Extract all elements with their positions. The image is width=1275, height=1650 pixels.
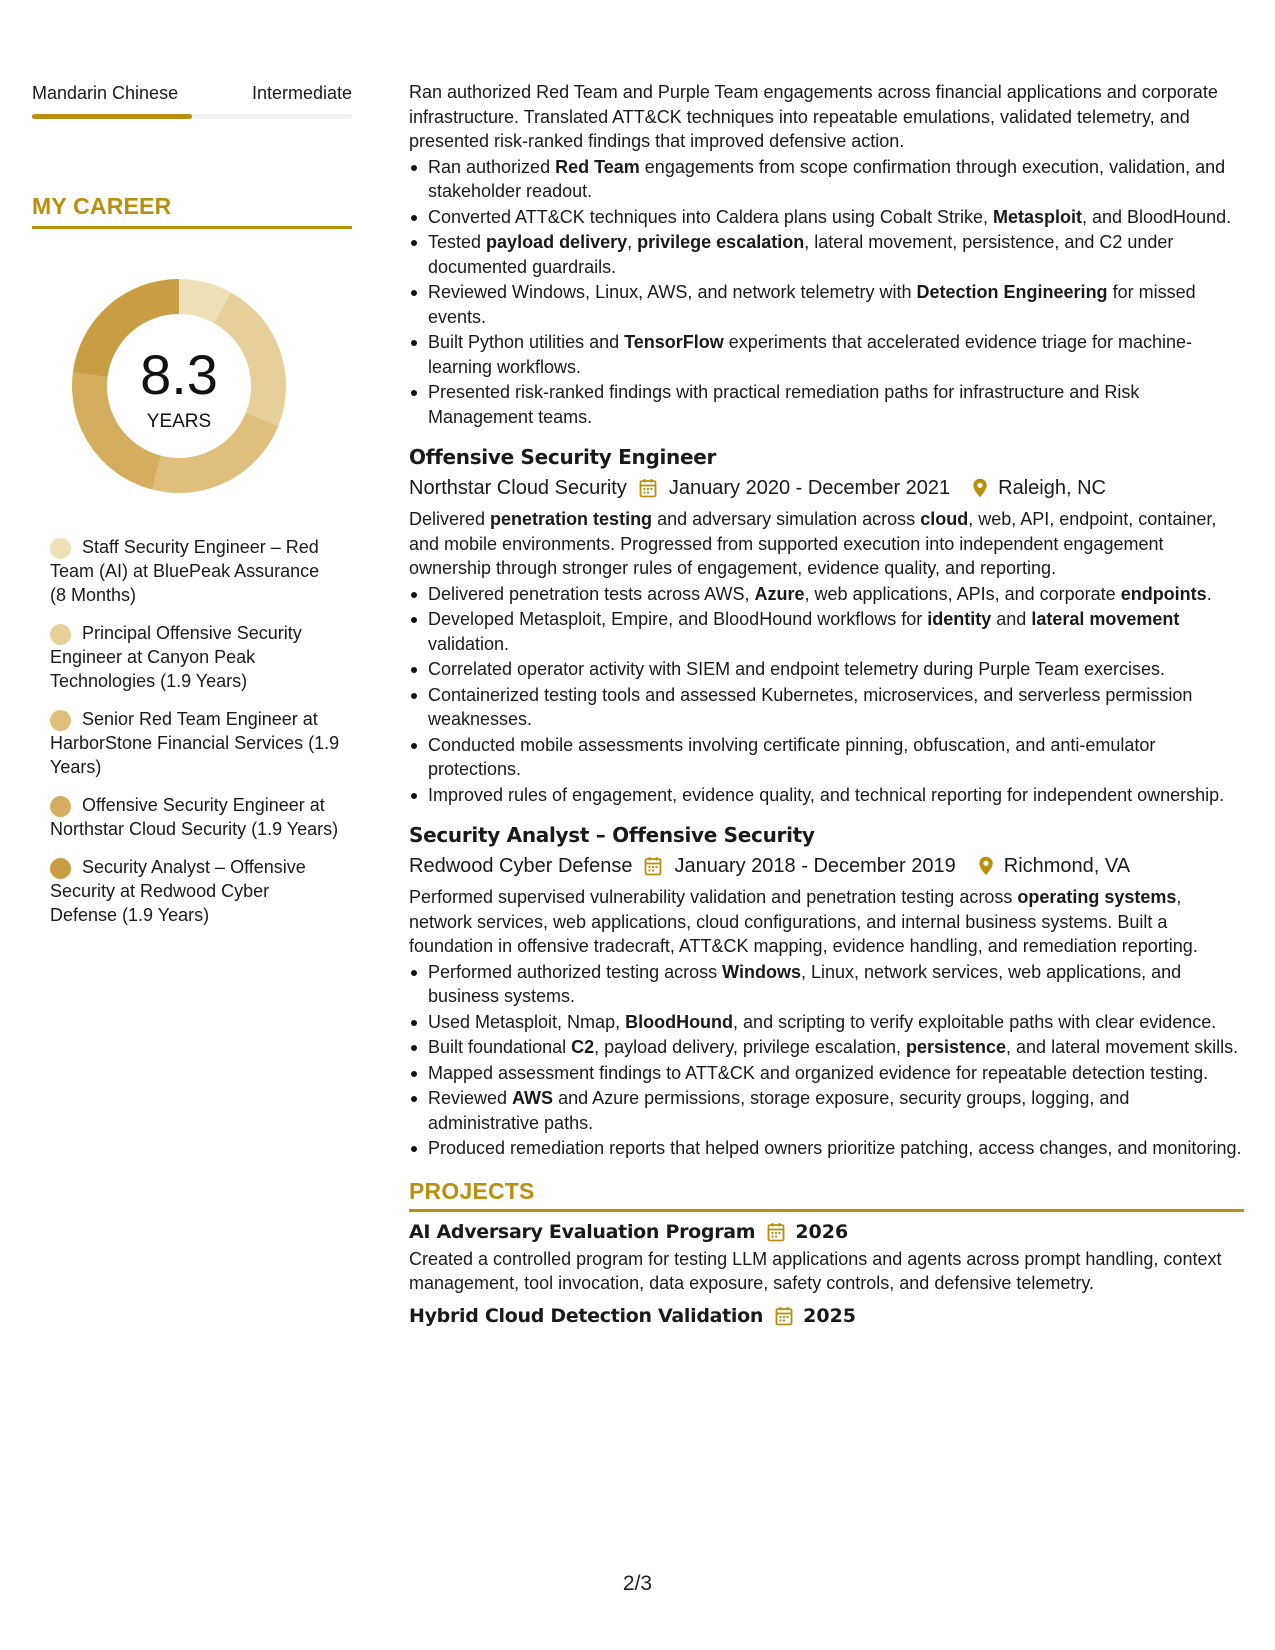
bullet-item: Containerized testing tools and assessed Kubernetes, microservices, and serverless permission weaknesses. — [409, 683, 1244, 732]
job-dates: January 2020 - December 2021 — [668, 477, 951, 499]
bullet-item: Delivered penetration tests across AWS, Azure, web applications, APIs, and corporate endpoints. — [409, 582, 1244, 607]
job-meta — [409, 851, 1244, 881]
legend-color-dot — [50, 858, 71, 879]
projects-heading-rule — [409, 1209, 1244, 1212]
career-legend — [50, 535, 340, 927]
job-dates: January 2018 - December 2019 — [674, 855, 956, 877]
career-total-years: 8.3 — [140, 343, 218, 406]
page-number: 2/3 — [622, 1572, 653, 1595]
career-legend-label: Senior Red Team Engineer at HarborStone Financial Services (1.9 Years) — [50, 709, 340, 777]
career-legend-item — [50, 535, 340, 607]
career-legend-label: Security Analyst – Offensive Security at Redwood Cyber Defense (1.9 Years) — [50, 857, 306, 925]
job-location: Raleigh, NC — [998, 477, 1106, 499]
career-legend-item — [50, 707, 340, 779]
bullet-item: Tested payload delivery, privilege escalation, lateral movement, persistence, and C2 under documented guardrails. — [409, 230, 1244, 279]
career-legend-label: Principal Offensive Security Engineer at Canyon Peak Technologies (1.9 Years) — [50, 623, 302, 691]
main-content — [409, 80, 1244, 1328]
project-year: 2025 — [803, 1304, 857, 1327]
bullet-item: Converted ATT&CK techniques into Caldera plans using Cobalt Strike, Metasploit, and BloodHound. — [409, 205, 1244, 230]
bullet-item: Ran authorized Red Team engagements from scope confirmation through execution, validation, and stakeholder readout. — [409, 155, 1244, 204]
bullet-item: Built Python utilities and TensorFlow experiments that accelerated evidence triage for machine-learning workflows. — [409, 330, 1244, 379]
bullet-item: Used Metasploit, Nmap, BloodHound, and scripting to verify exploitable paths with clear evidence. — [409, 1010, 1244, 1035]
bullet-item: Correlated operator activity with SIEM and endpoint telemetry during Purple Team exercises. — [409, 657, 1244, 682]
project-year: 2026 — [795, 1221, 849, 1243]
career-donut-chart — [66, 273, 292, 499]
intro-summary: Ran authorized Red Team and Purple Team engagements across financial applications and corporate infrastructure. Translated ATT&CK techniques into repeatable emulations, validated telemetry, and presented risk-ranked findings that improved defensive action. — [409, 82, 1218, 151]
career-heading-rule — [32, 226, 352, 229]
language-proficiency-fill — [32, 114, 192, 119]
projects-heading: PROJECTS — [409, 1177, 535, 1204]
bullet-item: Reviewed AWS and Azure permissions, storage exposure, security groups, logging, and administrative paths. — [409, 1086, 1244, 1135]
calendar-icon — [639, 478, 657, 498]
bullet-item: Mapped assessment findings to ATT&CK and organized evidence for repeatable detection testing. — [409, 1061, 1244, 1086]
bullet-item: Conducted mobile assessments involving certificate pinning, obfuscation, and anti-emulator protections. — [409, 733, 1244, 782]
project-entry — [409, 1220, 1244, 1296]
language-item — [32, 80, 352, 119]
company-name: Northstar Cloud Security — [409, 477, 627, 499]
career-total-unit: YEARS — [146, 411, 212, 432]
job-location: Richmond, VA — [1003, 855, 1131, 877]
job-entry — [409, 821, 1244, 1161]
legend-color-dot — [50, 710, 71, 731]
project-entry — [409, 1304, 1244, 1329]
legend-color-dot — [50, 624, 71, 645]
legend-color-dot — [50, 796, 71, 817]
bullet-item: Developed Metasploit, Empire, and BloodHound workflows for identity and lateral movement validation. — [409, 607, 1244, 656]
project-header — [409, 1304, 1244, 1329]
career-legend-item — [50, 855, 340, 927]
career-legend-label: Offensive Security Engineer at Northstar Cloud Security (1.9 Years) — [50, 795, 339, 839]
career-legend-item — [50, 621, 340, 693]
job-summary: Performed supervised vulnerability validation and penetration testing across operating systems, network services, web applications, cloud configurations, and internal business systems. Built a foundation in offensive tradecraft, ATT&CK mapping, evidence handling, and remediation reporting. — [409, 887, 1198, 956]
project-list — [409, 1220, 1244, 1328]
job-summary: Delivered penetration testing and adversary simulation across cloud, web, API, endpoint, container, and mobile environments. Progressed from supported execution into independent engagement ownership through stronger rules of engagement, evidence quality, and reporting. — [409, 509, 1217, 578]
company-name: Redwood Cyber Defense — [409, 855, 633, 877]
job-list — [409, 443, 1244, 1161]
donut-center — [66, 273, 292, 499]
job-bullet-list — [409, 582, 1244, 808]
map-pin-icon — [978, 856, 994, 876]
career-legend-label: Staff Security Engineer – Red Team (AI) at BluePeak Assurance (8 Months) — [50, 537, 320, 605]
career-heading: MY CAREER — [32, 193, 172, 219]
bullet-item: Performed authorized testing across Windows, Linux, network services, web applications, and business systems. — [409, 960, 1244, 1009]
bullet-item: Reviewed Windows, Linux, AWS, and network telemetry with Detection Engineering for missed events. — [409, 280, 1244, 329]
calendar-icon — [767, 1222, 785, 1242]
bullet-item: Presented risk-ranked findings with practical remediation paths for infrastructure and Risk Management teams. — [409, 380, 1244, 429]
career-legend-item — [50, 793, 340, 841]
project-header — [409, 1220, 1244, 1245]
project-name: AI Adversary Evaluation Program — [409, 1221, 756, 1243]
language-level: Intermediate — [251, 83, 352, 103]
intro-bullet-list — [409, 155, 1244, 430]
job-entry — [409, 443, 1244, 807]
project-description: Created a controlled program for testing LLM applications and agents across prompt handling, context management, tool invocation, data exposure, safety controls, and defensive telemetry. — [409, 1248, 1222, 1293]
job-meta — [409, 473, 1244, 503]
language-proficiency-bar — [32, 114, 352, 119]
job-bullet-list — [409, 960, 1244, 1161]
sidebar — [32, 80, 352, 941]
job-title: Security Analyst – Offensive Security — [409, 823, 815, 847]
job-title: Offensive Security Engineer — [409, 445, 717, 469]
calendar-icon — [775, 1306, 793, 1326]
map-pin-icon — [972, 478, 988, 498]
language-row — [32, 80, 352, 106]
project-name: Hybrid Cloud Detection Validation — [409, 1304, 764, 1327]
bullet-item: Produced remediation reports that helped owners prioritize patching, access changes, and monitoring. — [409, 1136, 1244, 1161]
bullet-item: Improved rules of engagement, evidence quality, and technical reporting for independent ownership. — [409, 783, 1244, 808]
bullet-item: Built foundational C2, payload delivery, privilege escalation, persistence, and lateral movement skills. — [409, 1035, 1244, 1060]
legend-color-dot — [50, 538, 71, 559]
calendar-icon — [644, 856, 662, 876]
language-name: Mandarin Chinese — [32, 83, 179, 103]
